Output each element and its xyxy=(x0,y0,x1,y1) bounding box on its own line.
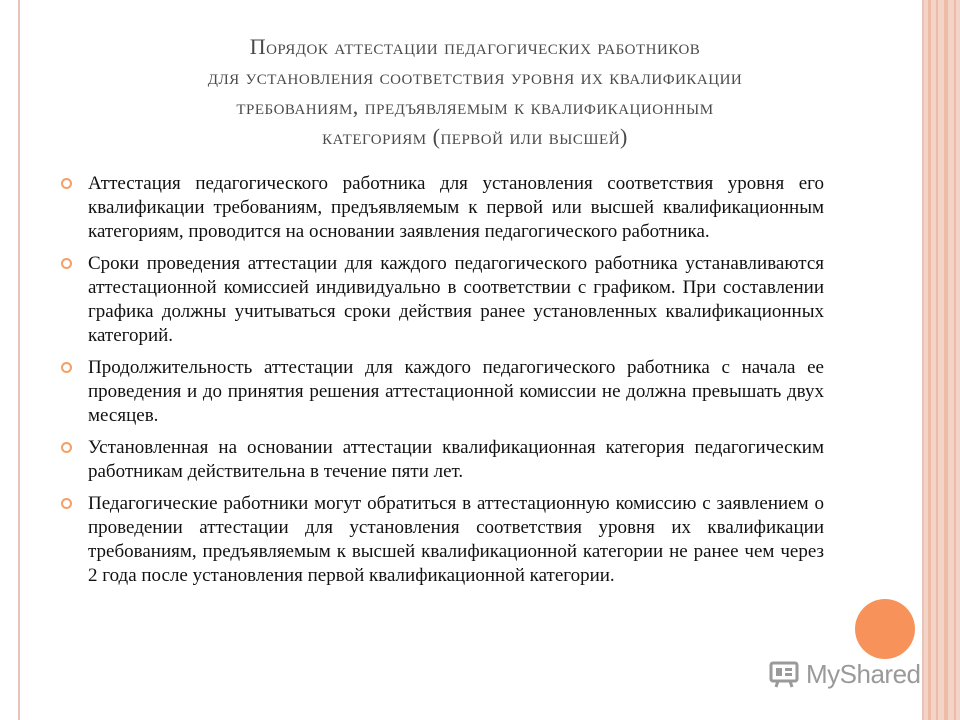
list-item xyxy=(60,356,824,428)
list-item xyxy=(60,172,824,244)
bullet-circle-icon xyxy=(61,362,72,373)
bullet-circle-icon xyxy=(61,258,72,269)
bullet-circle-icon xyxy=(61,442,72,453)
bullet-list xyxy=(60,172,824,596)
slide-frame-left xyxy=(18,0,20,720)
list-item xyxy=(60,492,824,588)
list-item-text: Установленная на основании аттестации квалификационная категория педагогическим работникам действительна в течение пяти лет. xyxy=(88,437,824,482)
list-item-text: Продолжительность аттестации для каждого педагогического работника с начала ее проведения и до принятия решения аттестационной комиссии не должна превышать двух месяцев. xyxy=(88,357,824,426)
title-line: требованиям, предъявляемым к квалификационным xyxy=(236,94,714,119)
watermark-text: MyShared xyxy=(806,658,921,689)
myshared-watermark xyxy=(768,656,921,692)
title-line: Порядок аттестации педагогических работников xyxy=(249,34,701,59)
title-line: категориям (первой или высшей) xyxy=(322,124,628,149)
slide-title xyxy=(80,32,870,152)
bullet-circle-icon xyxy=(61,498,72,509)
myshared-logo-icon xyxy=(768,658,800,690)
list-item xyxy=(60,252,824,348)
list-item xyxy=(60,436,824,484)
decorative-orange-circle xyxy=(855,599,915,659)
list-item-text: Сроки проведения аттестации для каждого педагогического работника устанавливаются аттестационной комиссией индивидуально в соответствии с графиком. При составлении графика должны учитываться сроки действия ранее установленных квалификационных категорий. xyxy=(88,253,824,346)
list-item-text: Аттестация педагогического работника для установления соответствия уровня его квалификации требованиям, предъявляемым к первой или высшей квалификационным категориям, проводится на основании заявления педагогического работника. xyxy=(88,173,824,242)
decorative-stripes xyxy=(924,0,960,720)
bullet-circle-icon xyxy=(61,178,72,189)
list-item-text: Педагогические работники могут обратиться в аттестационную комиссию с заявлением о проведении аттестации для установления соответствия уровня их квалификации требованиям, предъявляемым к высшей квалификационной категории не ранее чем через 2 года после установления первой квалификационной категории. xyxy=(88,493,824,586)
title-line: для установления соответствия уровня их квалификации xyxy=(207,64,743,89)
